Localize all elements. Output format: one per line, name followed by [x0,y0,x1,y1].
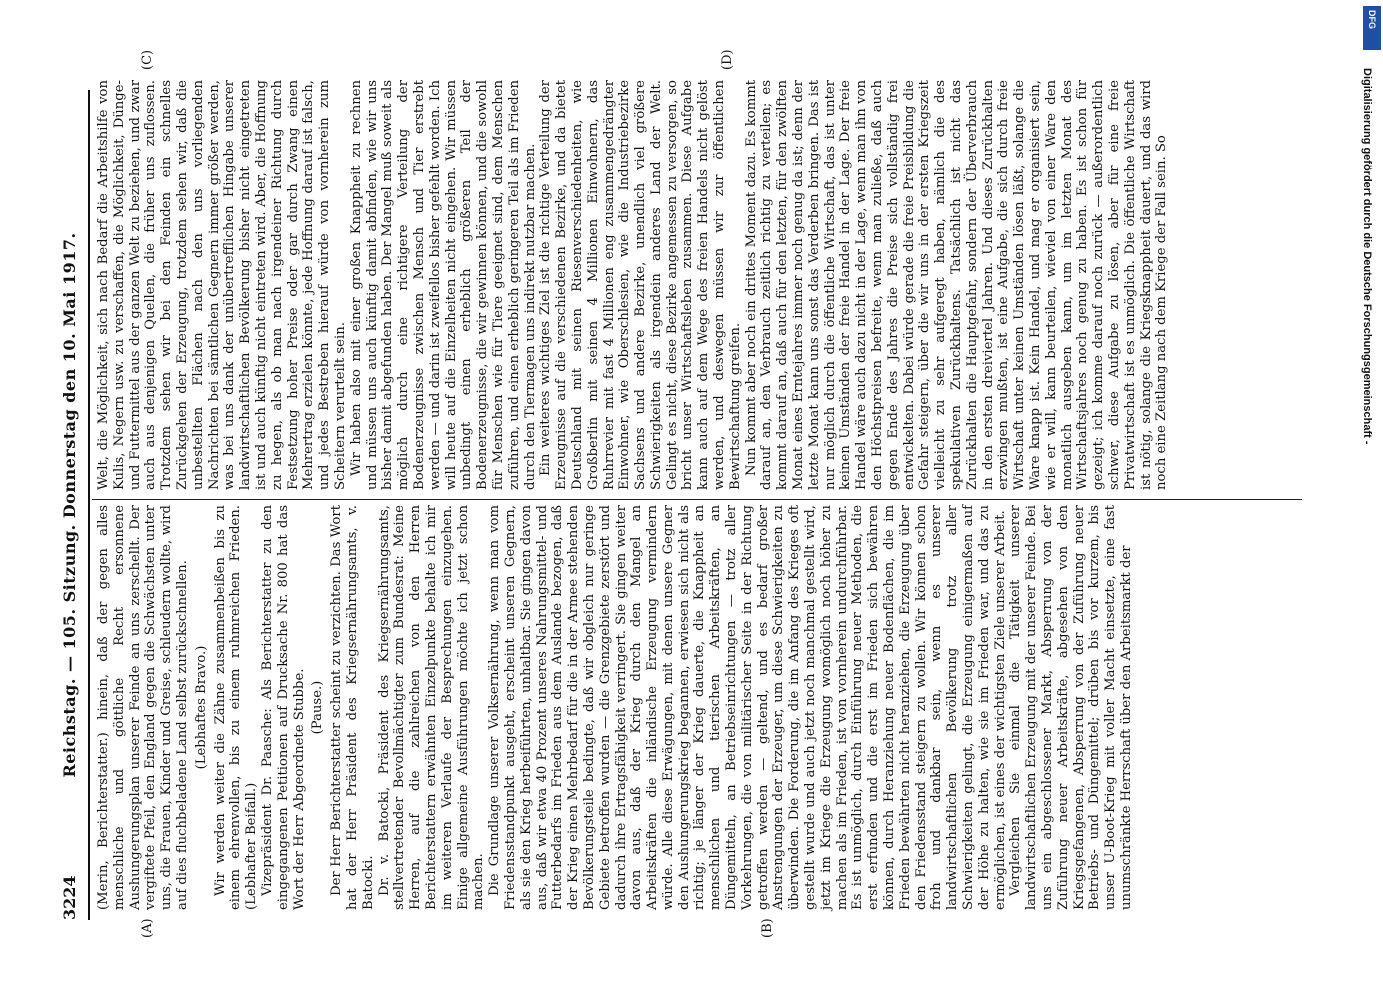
dfg-logo-text: DFG [1367,10,1377,29]
paragraph: Die Grundlage unserer Volksernährung, wenn man vom Friedensstandpunkt ausgeht, erscheint unseren Gegnern, als sie den Krieg herbeiführten, unhaltbar. Sie gingen davon aus, daß wir etwa 40 Prozent unseres Nahrungsmittel- und Futterbedarfs im Frieden aus dem Auslande bezogen, daß der Krieg einen Mehrbedarf für die in der Armee stehenden Bevölkerungsteile bedingte, daß wir obgleich nur geringe Gebiete betroffen wurden — die Grenzgebiete zerstört und dadurch ihre Ertragsfähigkeit verringert. Sie gingen weiter davon aus, daß der Krieg durch den Mangel an Arbeitskräften die inländische Erzeugung vermindern würde. Alle diese Erwägungen, mit denen unsere Gegner den Aushungerungskrieg begannen, erwiesen sich nicht als richtig; je länger der Krieg dauerte, die Knappheit an menschlichen und tierischen Arbeitskräften, an Düngemitteln, an Betriebseinrichtungen — trotz aller Vorkehrungen, die von militärischer Seite in der Richtung getroffen werden — geltend, und es bedarf großer Anstrengungen der Erzeuger, um diese Schwierigkeiten zu überwinden. Die Forderung, die im Anfang des Krieges oft gestellt wurde und auch jetzt noch manchmal gestellt wird, jetzt im Kriege die Erzeugung womöglich noch höher zu machen als im Frieden, ist von vornherein undurchführbar. Es ist unmöglich, durch Einführung neuer Methoden, die erst erfunden und die erst im Frieden sich bewähren können, durch Heranziehung neuer Bodenflächen, die im Frieden bewährten nicht heranziehen, die Erzeugung über den Friedensstand steigern zu wollen. Wir können schon froh und dankbar sein, wenn es unserer landwirtschaftlichen Bevölkerung trotz aller Schwierigkeiten gelingt, die Erzeugung einigermaßen auf der Höhe zu halten, wie sie im Frieden war, und das zu ermöglichen, ist eines der wichtigsten Ziele unserer Arbeit. [487,505,1008,910]
margin-letter-a: (A) [140,918,155,938]
paragraph: Vizepräsident Dr. Paasche: Als Berichterstatter zu den eingegangenen Petitionen auf Drucksache Nr. 800 hat das Wort der Herr Abgeordnete Stubbe. [259,505,307,910]
paragraph: Wir werden weiter die Zähne zusammenbeißen bis zu einem ehrenvollen, bis zu einem ruhmreichen Frieden. (Lebhafter Beifall.) [212,505,260,910]
page-header [60,90,88,920]
left-column [96,505,1135,910]
paragraph: Der Herr Berichterstatter scheint zu verzichten. Das Wort hat der Herr Präsident des Kriegsernährungsamts, v. Batocki. [329,505,376,910]
paragraph: Wir haben also mit einer großen Knappheit zu rechnen und müssen uns auch künftig damit abfinden, wie wir uns bisher damit abgefunden haben. Der Mangel muß soweit als möglich durch eine richtigere Verteilung der Bodenerzeugnisse zwischen Mensch und Tier erstrebt werden — und darin ist zweifellos bisher gefehlt worden. Ich will heute auf die Einzelheiten nicht eingehen. Wir müssen unbedingt einen erheblich größeren Teil der Bodenerzeugnisse, die wir gewinnen können, und die sowohl für Menschen wie für Tiere geeignet sind, dem Menschen zuführen, und einen erheblich geringeren Teil als im Frieden durch den Tiermagen uns indirekt nutzbar machen. [348,80,538,490]
paragraph: Ein weiteres wichtiges Ziel ist die richtige Verteilung der Erzeugnisse auf die verschiedenen Bezirke, und da bietet Deutschland mit seinen Riesenverschiedenheiten, wie Großberlin mit seinen 4 Millionen Einwohnern, das Ruhrrevier mit fast 4 Millionen eng zusammengedrängter Einwohner, wie Oberschlesien, wie die Industriebezirke Sachsens und andere Bezirke, unendlich viel größere Schwierigkeiten als irgendein anderes Land der Welt. Gelingt es nicht, diese Bezirke angemessen zu versorgen, so bricht unser Wirtschaftsleben zusammen. Diese Aufgabe kann auch auf dem Wege des freien Handels nicht gelöst werden, und deswegen müssen wir zur öffentlichen Bewirtschaftung greifen. [538,80,743,490]
digitization-note-text: Digitalisierung gefördert durch die Deutsche Forschungsgemeinschaft - [1361,68,1373,445]
running-title: Reichstag. — 105. Sitzung. Donnerstag den 10. Mai 1917. [60,232,79,778]
paragraph: Vergleichen Sie einmal die Tätigkeit unserer landwirtschaftlichen Erzeugung mit der unserer Feinde. Bei uns ein abgeschlossener Markt, Absperrung von der Zuführung neuer Arbeitskräfte, abgesehen von den Kriegsgefangenen, Absperrung von der Zuführung neuer Betriebs- und Düngemittel; drüben bis vor kurzem, bis unser U-Boot-Krieg mit voller Macht einsetzte, eine fast unumschränkte Herrschaft über den Arbeitsmarkt der [1008,505,1134,910]
paragraph: Welt, die Möglichkeit, sich nach Bedarf die Arbeitshilfe von Kulis, Negern usw. zu verschaffen, die Möglichkeit, Dünge- und Futtermittel aus der ganzen Welt zu beziehen, und zwar auch aus denjenigen Quellen, die früher uns zuflossen. Trotzdem sehen wir bei den Feinden ein schnelles Zurückgehen der Erzeugung, trotzdem sehen wir, daß die unbestellten Flächen nach den uns vorliegenden Nachrichten bei sämtlichen Gegnern immer größer werden, was bei uns dank der unübertrefflichen Hingabe unserer landwirtschaftlichen Bevölkerung bisher nicht eingetreten ist und auch künftig nicht eintreten wird. Aber, die Hoffnung zu hegen, als ob man nach irgendeiner Richtung durch Festsetzung hoher Preise oder gar durch Zwang einen Mehrertrag erzielen könnte, jede Hoffnung darauf ist falsch, und jedes Bestreben hierauf würde von vornherein zum Scheitern verurteilt sein. [96,80,348,490]
margin-letter-c: (C) [140,49,155,70]
paragraph: (Pause.) [310,680,326,735]
margin-letter-b: (B) [760,918,775,938]
paragraph: (Merin, Berichterstatter.) hinein, daß der gegen alles menschliche und göttliche Recht ersonnene Aushungerungsplan unserer Feinde an uns zerschellt. Der vergiftete Pfeil, den England gegen die Schwächsten unter uns, die Frauen, Kinder und Greise, schleudern wollte, wird auf dies fluchbeladene Land selbst zurückschnellen. [96,505,190,910]
column-separator [92,499,1302,500]
digitization-note [1355,8,1379,988]
dfg-logo [1363,6,1381,50]
paragraph: (Lebhaftes Bravo.) [193,645,209,770]
margin-letter-d: (D) [720,49,735,70]
paragraph: Dr. v. Batocki, Präsident des Kriegsernährungsamts, stellvertretender Bevollmächtigter zum Bundesrat: Meine Herren, auf die zahlreichen von den Herren Berichterstattern erwähnten Einzelpunkte behalte ich mir im weiteren Verlaufe der Besprechungen einzugehen. Einige allgemeine Ausführungen möchte ich jetzt schon machen. [376,505,487,910]
right-column [96,80,1170,490]
paragraph: Nun kommt aber noch ein drittes Moment dazu. Es kommt darauf an, den Verbrauch zeitlich richtig zu verteilen; es kommt darauf an, daß auch für den letzten, für den zwölften Monat eines Erntejahres immer noch genug da ist; denn der letzte Monat kann uns sonst das Verderben bringen. Das ist nur möglich durch die öffentliche Wirtschaft, das ist unter keinen Umständen der freie Handel in der Lage. Der freie Handel wäre auch dazu nicht in der Lage, wenn man ihn von den Höchstpreisen befreite, wenn man zuließe, daß auch gegen Ende des Jahres die Preise sich vollständig frei entwickelten. Dabei würde gerade die freie Preisbildung die Gefahr steigern, über die wir uns in der ersten Kriegszeit vielleicht zu sehr aufgeregt haben, nämlich die des spekulativen Zurückhaltens. Tatsächlich ist nicht das Zurückhalten die Hauptgefahr, sondern der Überverbrauch in den ersten dreiviertel Jahren. Und dieses Zurückhalten erzwingen mußten, ist eine Aufgabe, die sich durch freie Wirtschaft unter keinen Umständen lösen läßt, solange die Ware knapp ist. Kein Handel, und mag er organisiert sein, wie er will, kann beurteilen, wieviel von einer Ware den monatlich ausgeben kann, um im letzten Monat des Wirtschaftsjahres noch genug zu haben. Es ist schon für gezeigt; ich komme darauf noch zurück — außerordentlich schwer, diese Aufgabe zu lösen, aber für eine freie Privatwirtschaft ist es unmöglich. Die öffentliche Wirtschaft ist nötig, solange die Kriegsknappheit dauert, und das wird noch eine Zeitlang nach dem Kriege der Fall sein. So [743,80,1170,490]
page-number: 3224 [60,875,79,920]
header-rule [88,90,90,920]
